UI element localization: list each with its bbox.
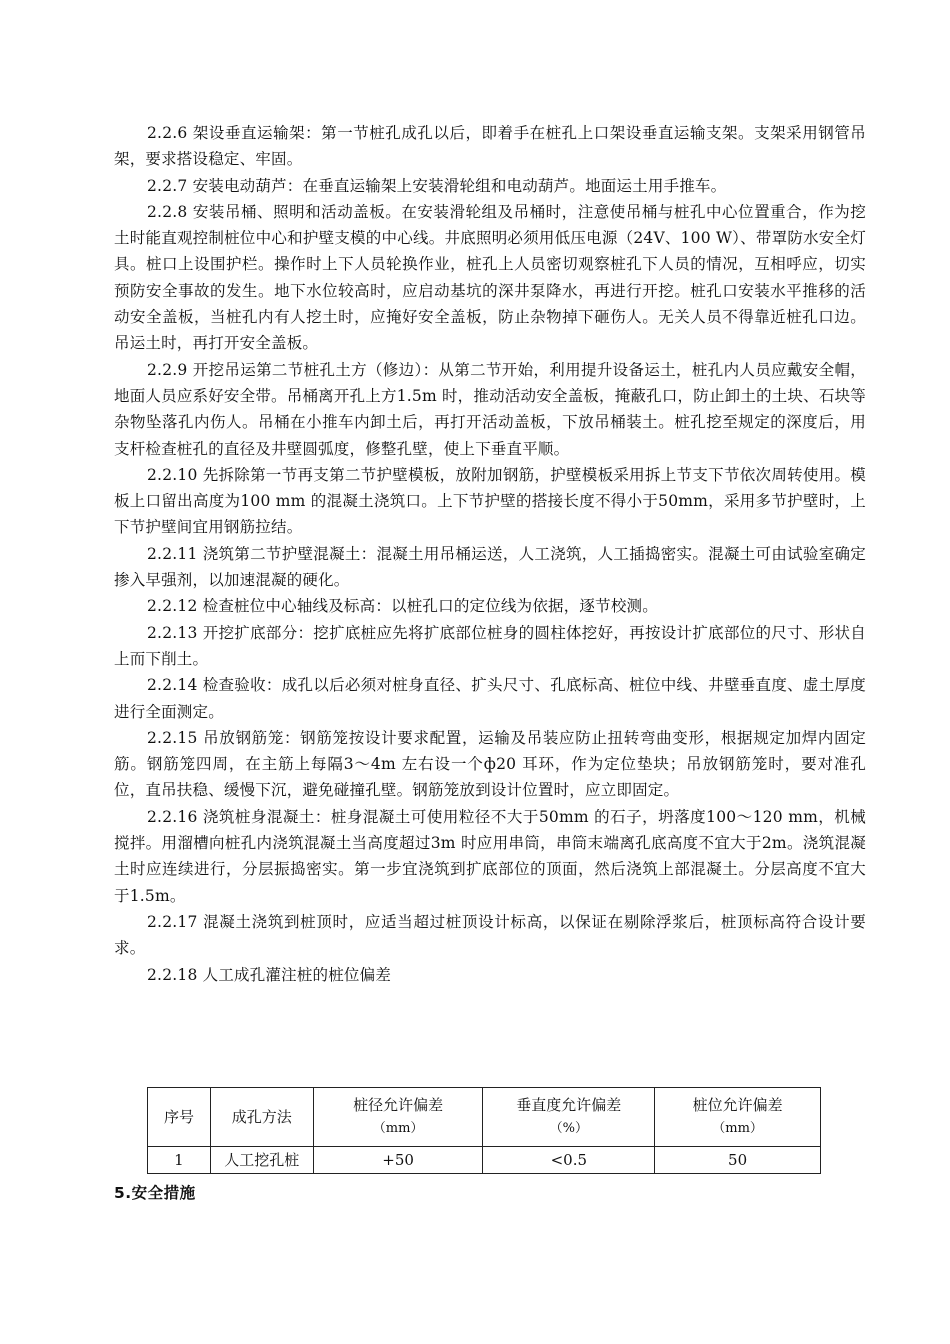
cell-method: 人工挖孔桩: [210, 1147, 313, 1174]
header-position-label: 桩位允许偏差: [692, 1096, 783, 1114]
paragraph-2-2-9: 2.2.9 开挖吊运第二节桩孔土方（修边）：从第二节开始，利用提升设备运土，桩孔内人员应戴安全帽，地面人员应系好安全带。吊桶离开孔上方1.5m 时，推动活动安全盖板，掩蔽孔口，防止卸土的土块、石块等杂物坠落孔内伤人。吊桶在小推车内卸土后，再打开活动盖板，下放吊桶装土。桩孔挖至规定的深度后，用支杆检查桩孔的直径及井壁圆弧度，修整孔壁，使上下垂直平顺。: [114, 360, 866, 458]
cell-diameter: +50: [313, 1147, 483, 1174]
header-verticality-label: 垂直度允许偏差: [516, 1096, 622, 1114]
header-verticality: [483, 1088, 655, 1147]
paragraph-2-2-17: 2.2.17 混凝土浇筑到桩顶时，应适当超过桩顶设计标高，以保证在剔除浮浆后，桩顶标高符合设计要求。: [114, 912, 866, 958]
header-diameter-unit: （mm）: [372, 1121, 424, 1136]
table-header-row: [148, 1088, 821, 1147]
cell-position: 50: [655, 1147, 821, 1174]
body-text: [114, 120, 866, 988]
cell-index: 1: [148, 1147, 211, 1174]
paragraph-2-2-16: 2.2.16 浇筑桩身混凝土：桩身混凝土可使用粒径不大于50mm 的石子，坍落度100～120 mm，机械搅拌。用溜槽向桩孔内浇筑混凝土当高度超过3m 时应用串筒，串筒末端离孔底高度不宜大于2m。浇筑混凝土时应连续进行，分层振捣密实。第一步宜浇筑到扩底部位的顶面，然后浇筑上部混凝土。分层高度不宜大于1.5m。: [114, 807, 866, 905]
header-method: 成孔方法: [210, 1088, 313, 1147]
paragraph-2-2-11: 2.2.11 浇筑第二节护壁混凝土：混凝土用吊桶运送，人工浇筑，人工插捣密实。混凝土可由试验室确定掺入早强剂，以加速混凝的硬化。: [114, 544, 866, 590]
paragraph-2-2-7: 2.2.7 安装电动葫芦：在垂直运输架上安装滑轮组和电动葫芦。地面运土用手推车。: [147, 176, 727, 195]
header-index: 序号: [148, 1088, 211, 1147]
paragraph-2-2-8: 2.2.8 安装吊桶、照明和活动盖板。在安装滑轮组及吊桶时，注意使吊桶与桩孔中心位置重合，作为挖土时能直观控制桩位中心和护壁支模的中心线。井底照明必须用低压电源（24V、100 W）、带罩防水安全灯具。桩口上设围护栏。操作时上下人员轮换作业，桩孔上人员密切观察桩孔下人员的情况，互相呼应，切实预防安全事故的发生。地下水位较高时，应启动基坑的深井泵降水，再进行开挖。桩孔口安装水平推移的活动安全盖板，当桩孔内有人挖土时，应掩好安全盖板，防止杂物掉下砸伤人。无关人员不得靠近桩孔口边。吊运土时，再打开安全盖板。: [114, 202, 866, 353]
cell-verticality: <0.5: [483, 1147, 655, 1174]
header-diameter: [313, 1088, 483, 1147]
paragraph-2-2-14: 2.2.14 检查验收：成孔以后必须对桩身直径、扩头尺寸、孔底标高、桩位中线、井壁垂直度、虚土厚度进行全面测定。: [114, 676, 866, 721]
paragraph-2-2-12: 2.2.12 检查桩位中心轴线及标高：以桩孔口的定位线为依据，逐节校测。: [147, 597, 658, 616]
header-position: [655, 1088, 821, 1147]
header-verticality-unit: （%）: [549, 1121, 588, 1136]
paragraph-2-2-6: 2.2.6 架设垂直运输架：第一节桩孔成孔以后，即着手在桩孔上口架设垂直运输支架。支架采用钢管吊架，要求搭设稳定、牢固。: [114, 124, 866, 169]
paragraph-2-2-15: 2.2.15 吊放钢筋笼：钢筋笼按设计要求配置，运输及吊装应防止扭转弯曲变形，根据规定加焊内固定筋。钢筋笼四周，在主筋上每隔3～4m 左右设一个ф20 耳环，作为定位垫块；吊放钢筋笼时，要对准孔位，直吊扶稳、缓慢下沉，避免碰撞孔壁。钢筋笼放到设计位置时，应立即固定。: [114, 728, 866, 800]
paragraph-2-2-13: 2.2.13 开挖扩底部分：挖扩底桩应先将扩底部位桩身的圆柱体挖好，再按设计扩底部位的尺寸、形状自上而下削土。: [114, 623, 866, 668]
section-title-safety-measures: 5.安全措施: [114, 1184, 196, 1202]
table-row: [148, 1147, 821, 1174]
header-position-unit: （mm）: [712, 1121, 763, 1136]
header-diameter-label: 桩径允许偏差: [353, 1096, 444, 1114]
paragraph-2-2-10: 2.2.10 先拆除第一节再支第二节护壁模板，放附加钢筋，护壁模板采用拆上节支下节依次周转使用。模板上口留出高度为100 mm 的混凝土浇筑口。上下节护壁的搭接长度不得小于50mm，采用多节护壁时，上下节护壁间宜用钢筋拉结。: [114, 465, 866, 537]
pile-deviation-table: [147, 1087, 821, 1174]
table-caption: 2.2.18 人工成孔灌注桩的桩位偏差: [147, 965, 392, 984]
